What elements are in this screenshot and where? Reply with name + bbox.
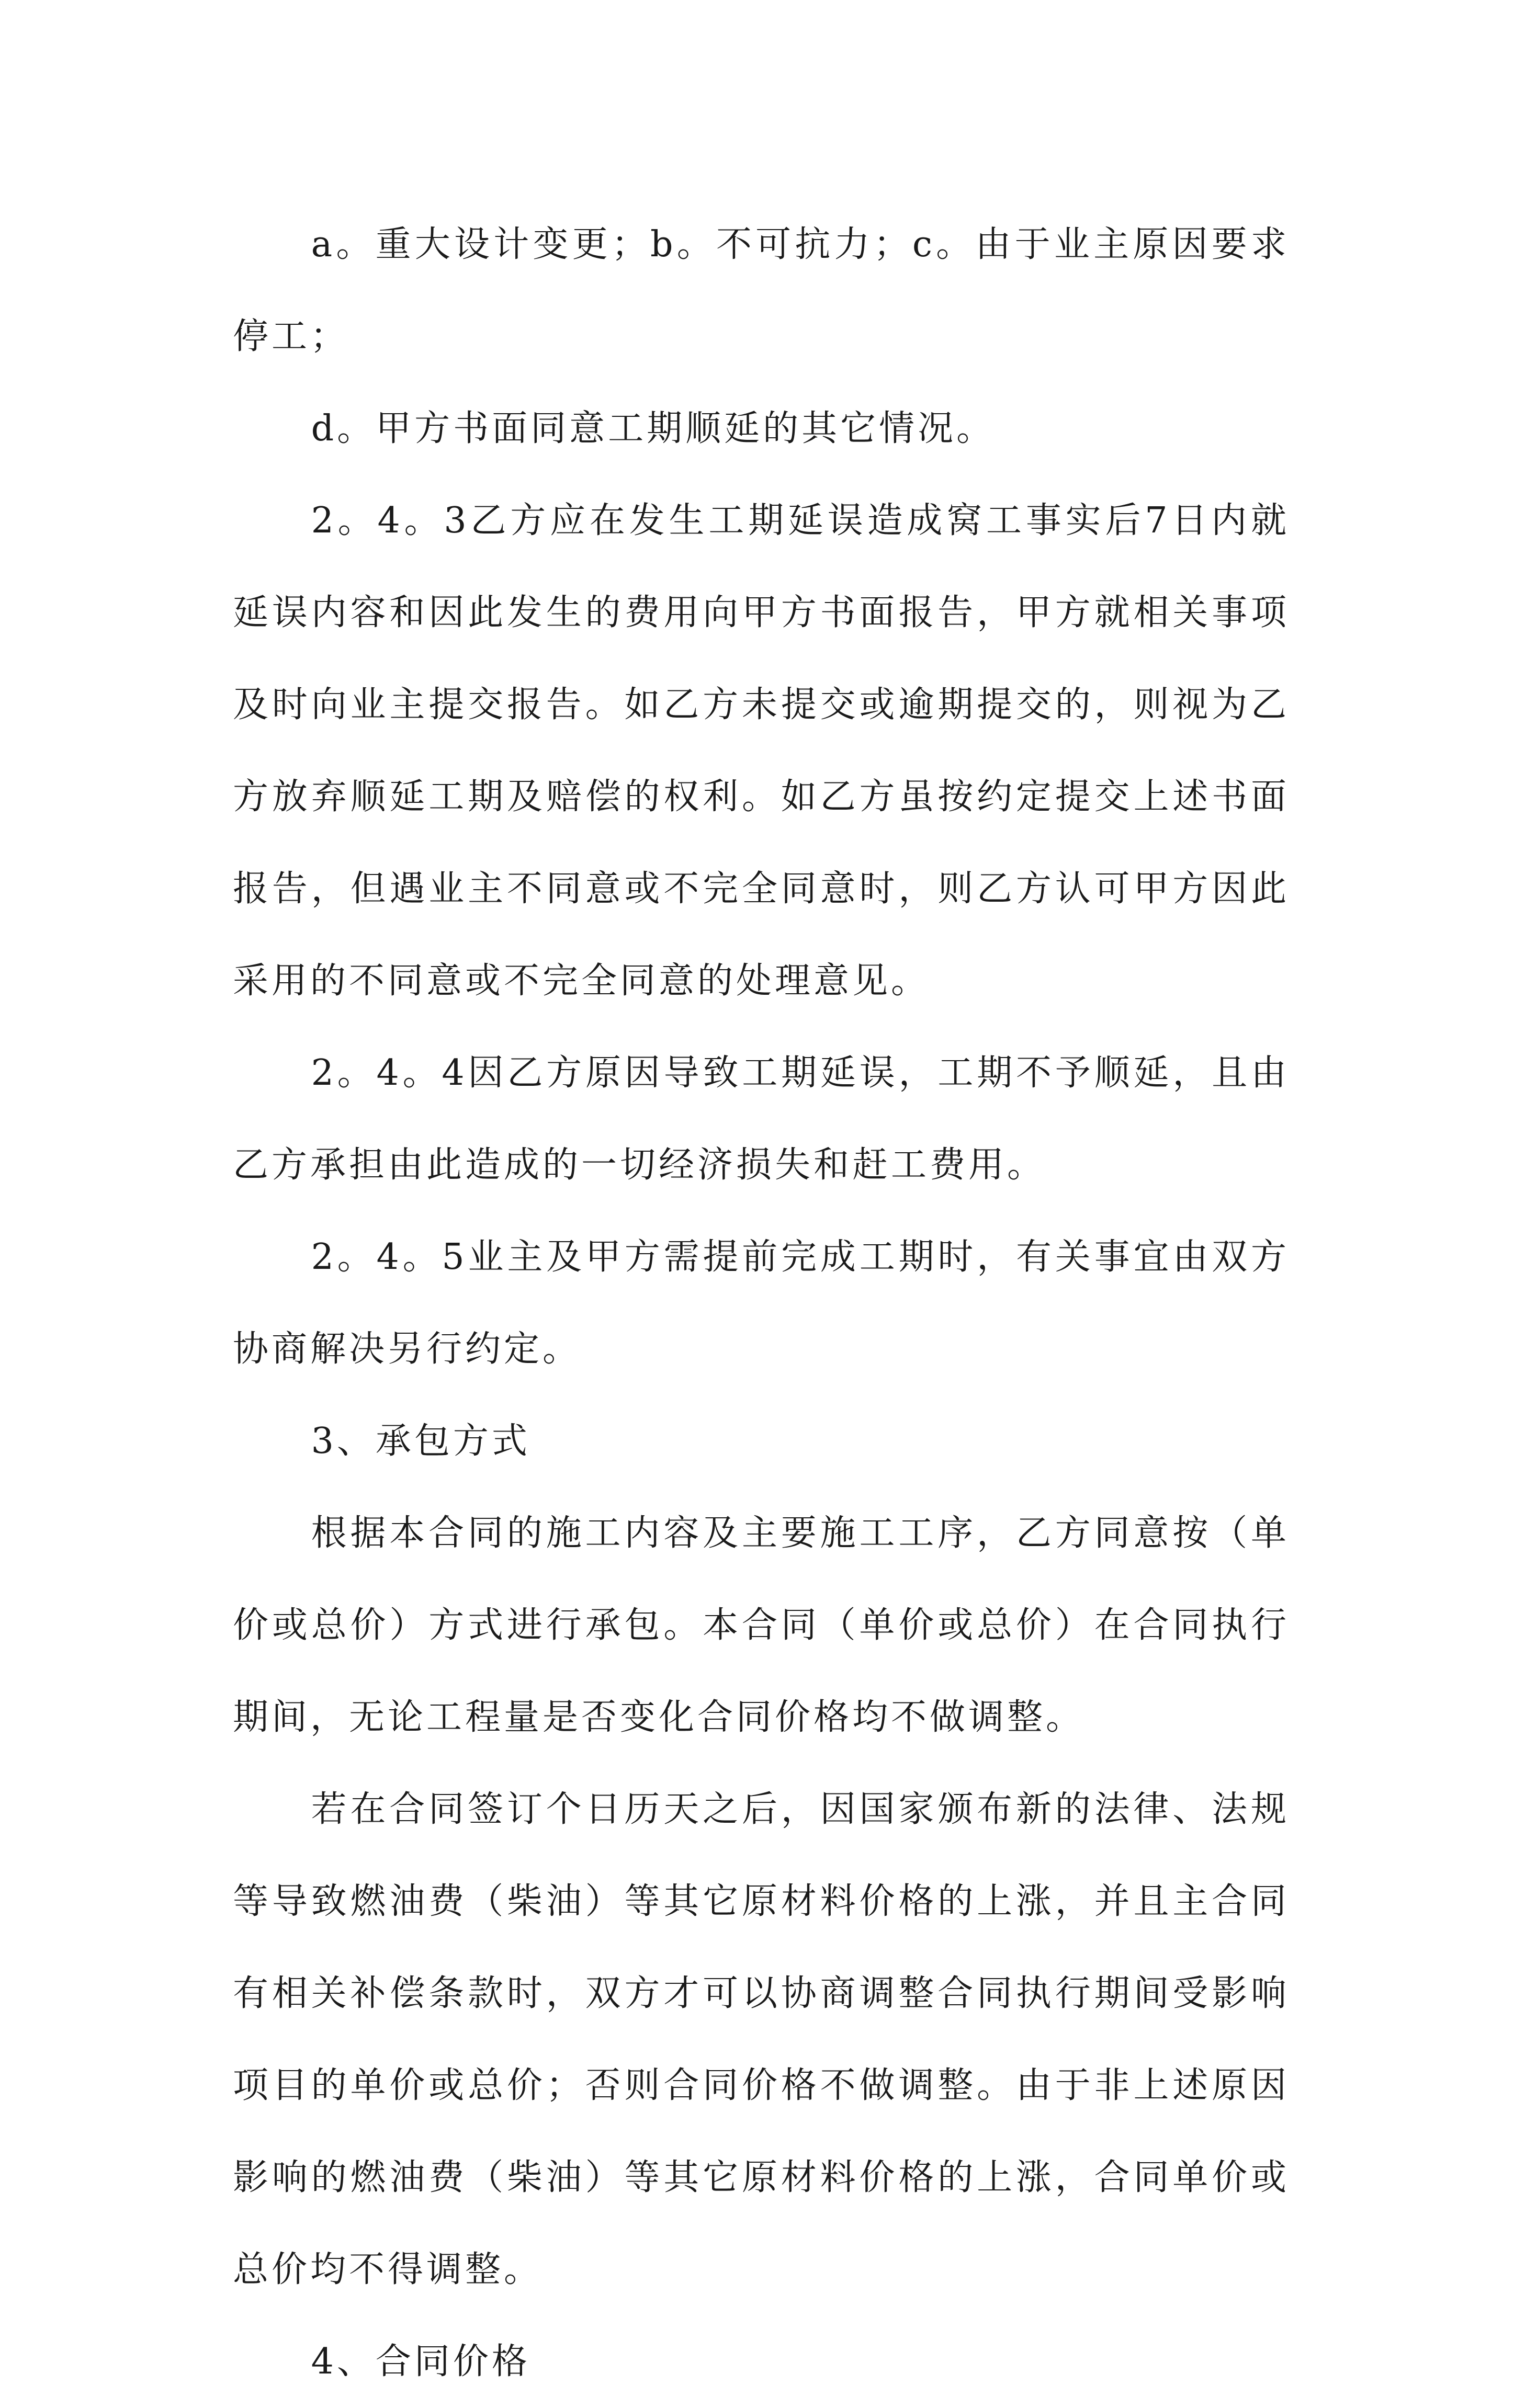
clause-paragraph: 2。4。5业主及甲方需提前完成工期时，有关事宜由双方协商解决另行约定。: [233, 1236, 1290, 1370]
clause-paragraph: d。甲方书面同意工期顺延的其它情况。: [311, 408, 996, 449]
clause-paragraph: 根据本合同的施工内容及主要施工工序，乙方同意按（单价或总价）方式进行承包。本合同（单价或总价）在合同执行期间，无论工程量是否变化合同价格均不做调整。: [233, 1513, 1290, 1738]
clause-paragraph: a。重大设计变更；b。不可抗力；c。由于业主原因要求停工；: [233, 224, 1290, 357]
document-body: [233, 199, 1290, 2408]
section-heading: 4、合同价格: [311, 2341, 530, 2382]
section-heading: 3、承包方式: [311, 1421, 530, 1462]
clause-paragraph: 若在合同签订个日历天之后，因国家颁布新的法律、法规等导致燃油费（柴油）等其它原材料价格的上涨，并且主合同有相关补偿条款时，双方才可以协商调整合同执行期间受影响项目的单价或总价；否则合同价格不做调整。由于非上述原因影响的燃油费（柴油）等其它原材料价格的上涨，合同单价或总价均不得调整。: [233, 1789, 1290, 2290]
clause-paragraph: 2。4。3乙方应在发生工期延误造成窝工事实后7日内就延误内容和因此发生的费用向甲方书面报告，甲方就相关事项及时向业主提交报告。如乙方未提交或逾期提交的，则视为乙方放弃顺延工期及赔偿的权利。如乙方虽按约定提交上述书面报告，但遇业主不同意或不完全同意时，则乙方认可甲方因此采用的不同意或不完全同意的处理意见。: [233, 500, 1290, 1002]
clause-paragraph: 2。4。4因乙方原因导致工期延误，工期不予顺延，且由乙方承担由此造成的一切经济损失和赶工费用。: [233, 1052, 1290, 1186]
